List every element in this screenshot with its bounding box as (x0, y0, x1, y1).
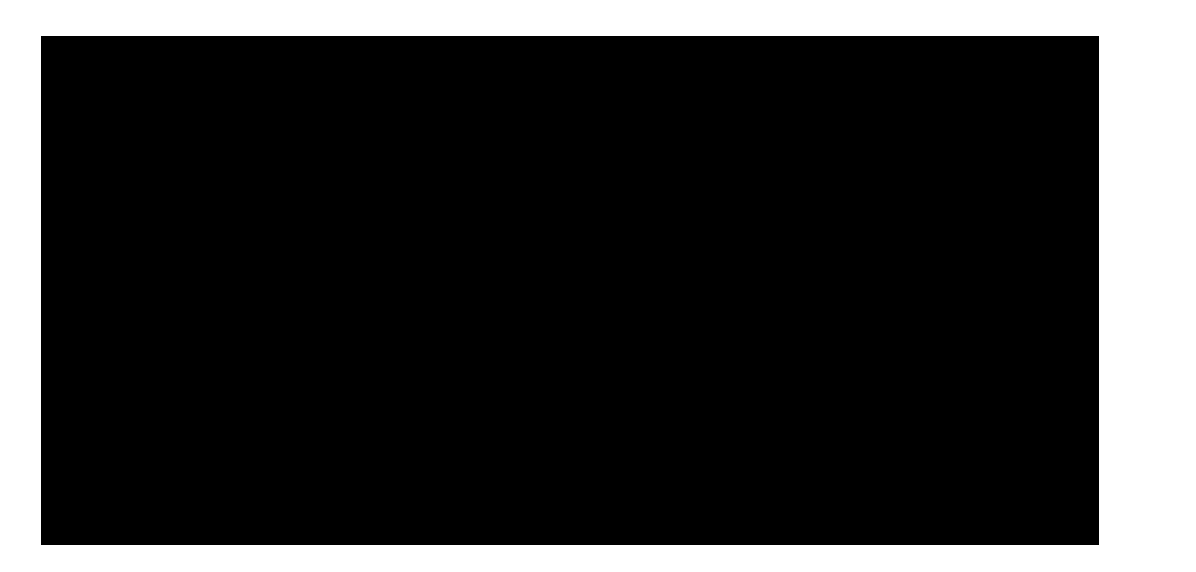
colorbar (1105, 36, 1146, 545)
x-axis (41, 548, 1099, 566)
y-axis (0, 36, 34, 545)
heatmap-grid (41, 36, 1099, 545)
